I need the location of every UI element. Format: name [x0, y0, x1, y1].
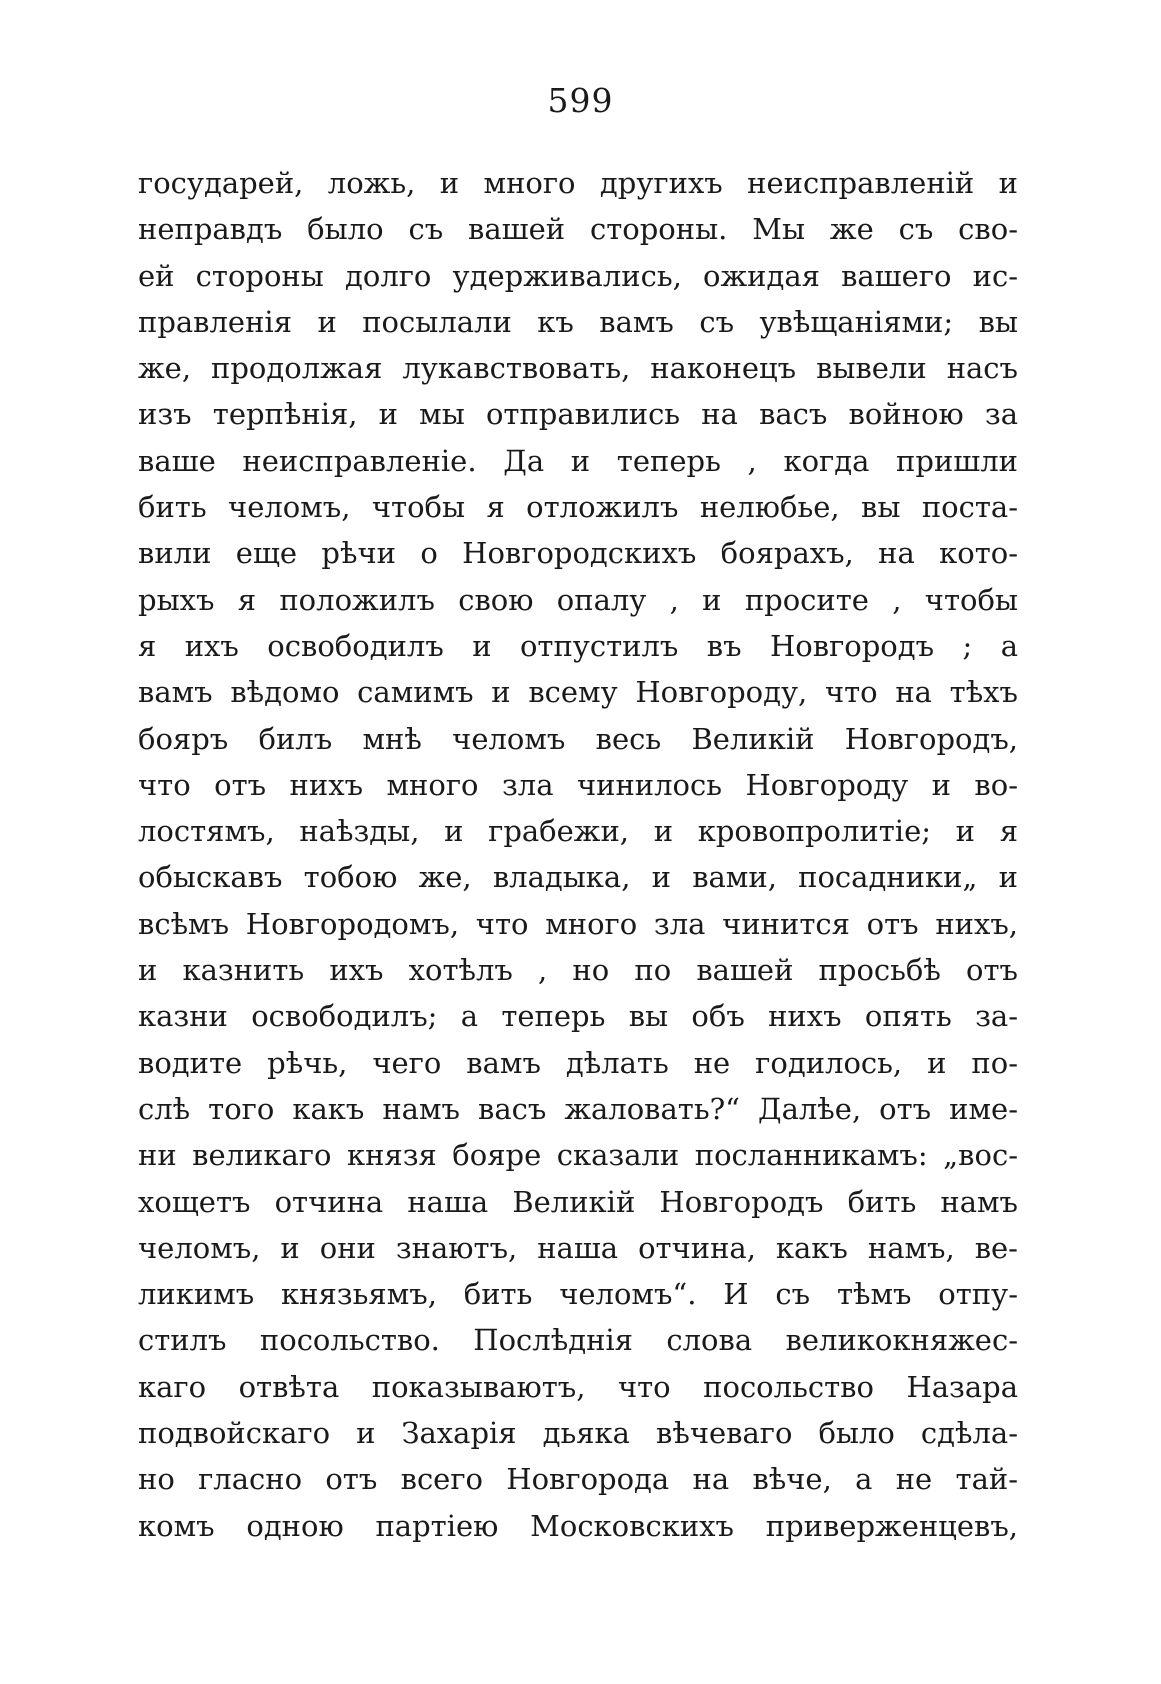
text-line: что отъ нихъ много зла чинилось Новгороду и во-	[138, 767, 1018, 802]
text-line: комъ одною партіею Московскихъ приверженцевъ,	[138, 1508, 1018, 1543]
text-line: ни великаго князя бояре сказали посланникамъ: „вос-	[138, 1138, 1018, 1173]
text-line: бояръ билъ мнѣ челомъ весь Великій Новгородъ,	[138, 721, 1018, 756]
body-text	[138, 160, 1018, 1549]
text-line: казни освободилъ; а теперь вы объ нихъ опять за-	[138, 999, 1018, 1034]
text-line: правленія и посылали къ вамъ съ увѣщаніями; вы	[138, 304, 1018, 339]
text-line: хощетъ отчина наша Великій Новгородъ бить намъ	[138, 1184, 1018, 1219]
text-line: но гласно отъ всего Новгорода на вѣче, а не тай-	[138, 1462, 1018, 1497]
text-line: бить челомъ, чтобы я отложилъ нелюбье, вы поста-	[138, 490, 1018, 525]
text-line: и казнить ихъ хотѣлъ , но по вашей просьбѣ отъ	[138, 953, 1018, 988]
text-line: челомъ, и они знаютъ, наша отчина, какъ намъ, ве-	[138, 1230, 1018, 1265]
text-line: государей, ложь, и много другихъ неисправленій и	[138, 166, 1018, 200]
text-line: ликимъ князьямъ, бить челомъ“. И съ тѣмъ отпу-	[138, 1277, 1018, 1312]
text-line: слѣ того какъ намъ васъ жаловать?“ Далѣе, отъ име-	[138, 1091, 1018, 1126]
text-line: же, продолжая лукавствовать, наконецъ вывели насъ	[138, 351, 1018, 386]
text-line: я ихъ освободилъ и отпустилъ въ Новгородъ ; а	[138, 628, 1018, 663]
text-line: всѣмъ Новгородомъ, что много зла чинится отъ нихъ,	[138, 906, 1018, 941]
text-line: водите рѣчь, чего вамъ дѣлать не годилось, и по-	[138, 1045, 1018, 1080]
text-line: подвойскаго и Захарія дьяка вѣчеваго было сдѣла-	[138, 1416, 1018, 1451]
text-line: ей стороны долго удерживались, ожидая вашего ис-	[138, 258, 1018, 293]
text-line: каго отвѣта показываютъ, что посольство Назара	[138, 1369, 1018, 1404]
text-line: вили еще рѣчи о Новгородскихъ боярахъ, на кото-	[138, 536, 1018, 571]
text-line: стилъ посольство. Послѣднія слова великокняжес-	[138, 1323, 1018, 1358]
text-line: обыскавъ тобою же, владыка, и вами, посадники„ и	[138, 860, 1018, 895]
text-line: лостямъ, наѣзды, и грабежи, и кровопролитіе; и я	[138, 814, 1018, 849]
text-line: вамъ вѣдомо самимъ и всему Новгороду, что на тѣхъ	[138, 675, 1018, 710]
text-line: неправдъ было съ вашей стороны. Мы же съ сво-	[138, 212, 1018, 247]
text-line: изъ терпѣнія, и мы отправились на васъ войною за	[138, 397, 1018, 432]
page-number: 599	[547, 81, 614, 120]
text-line: рыхъ я положилъ свою опалу , и просите , чтобы	[138, 582, 1018, 617]
text-line: ваше неисправленіе. Да и теперь , когда пришли	[138, 443, 1018, 478]
